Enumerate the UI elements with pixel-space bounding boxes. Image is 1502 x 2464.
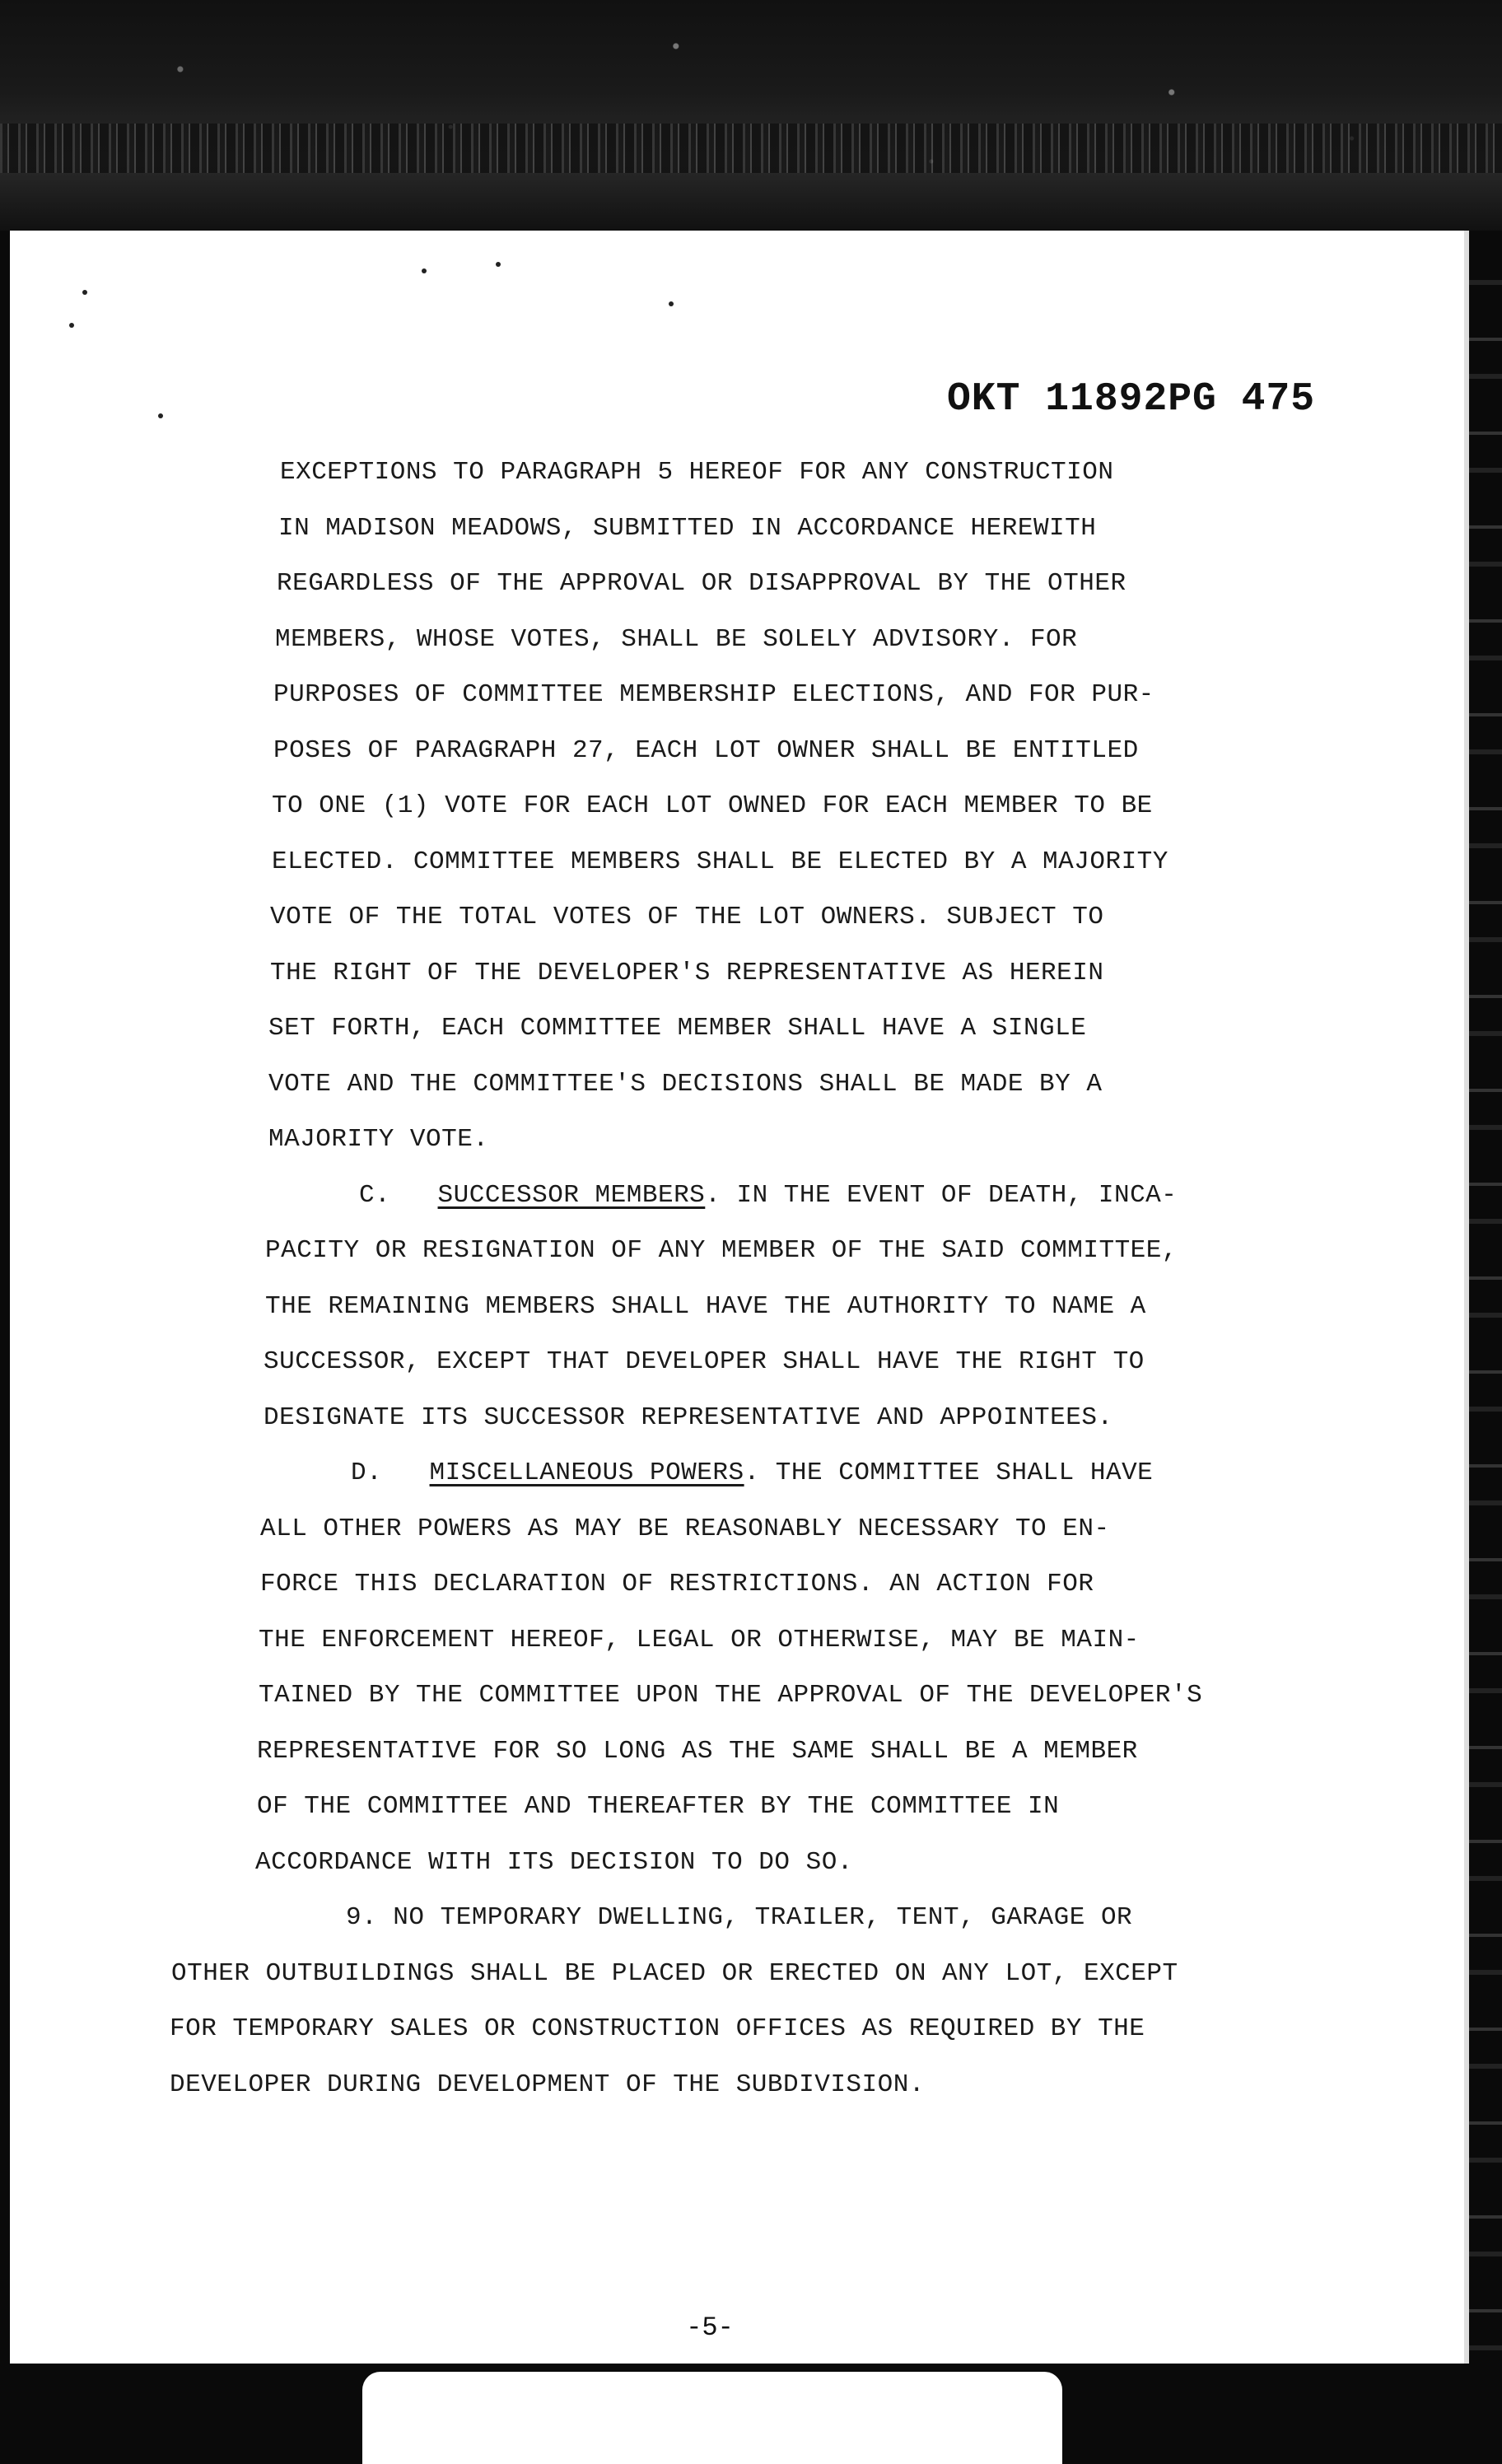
- body-line: FOR TEMPORARY SALES OR CONSTRUCTION OFFICES AS REQUIRED BY THE: [170, 2014, 1145, 2043]
- body-line: MEMBERS, WHOSE VOTES, SHALL BE SOLELY ADVISORY. FOR: [275, 624, 1078, 654]
- scan-speck: [158, 413, 163, 418]
- scan-top-noise: [0, 0, 1502, 231]
- body-line: THE ENFORCEMENT HEREOF, LEGAL OR OTHERWISE, MAY BE MAIN-: [259, 1625, 1140, 1654]
- body-line: DESIGNATE ITS SUCCESSOR REPRESENTATIVE AND APPOINTEES.: [264, 1402, 1113, 1432]
- body-line: ACCORDANCE WITH ITS DECISION TO DO SO.: [255, 1847, 853, 1877]
- body-line: PACITY OR RESIGNATION OF ANY MEMBER OF THE SAID COMMITTEE,: [265, 1236, 1178, 1265]
- body-line: VOTE AND THE COMMITTEE'S DECISIONS SHALL BE MADE BY A: [268, 1069, 1103, 1099]
- body-line: PURPOSES OF COMMITTEE MEMBERSHIP ELECTIONS, AND FOR PUR-: [273, 680, 1154, 709]
- section-d-label: D.: [351, 1458, 383, 1487]
- body-line: MAJORITY VOTE.: [268, 1125, 489, 1154]
- scan-top-band: [0, 124, 1502, 173]
- scan-right-edge: [1469, 247, 1502, 2464]
- document-body: [165, 445, 1318, 2112]
- section-c-heading: SUCCESSOR MEMBERS: [437, 1180, 706, 1210]
- body-line: REGARDLESS OF THE APPROVAL OR DISAPPROVAL BY THE OTHER: [277, 569, 1126, 598]
- paragraph-9-first-line: 9. NO TEMPORARY DWELLING, TRAILER, TENT, GARAGE OR: [346, 1903, 1133, 1932]
- body-line: SET FORTH, EACH COMMITTEE MEMBER SHALL HAVE A SINGLE: [268, 1014, 1087, 1043]
- body-line: ELECTED. COMMITTEE MEMBERS SHALL BE ELECTED BY A MAJORITY: [272, 847, 1168, 876]
- scan-speck: [669, 301, 674, 306]
- section-c-first-line-rest: . IN THE EVENT OF DEATH, INCA-: [705, 1180, 1178, 1210]
- body-line: SUCCESSOR, EXCEPT THAT DEVELOPER SHALL HAVE THE RIGHT TO: [264, 1347, 1145, 1376]
- body-line: POSES OF PARAGRAPH 27, EACH LOT OWNER SHALL BE ENTITLED: [273, 735, 1139, 765]
- section-c-label: C.: [359, 1180, 391, 1210]
- page-number: -5-: [686, 2312, 734, 2343]
- body-line: EXCEPTIONS TO PARAGRAPH 5 HEREOF FOR ANY CONSTRUCTION: [280, 458, 1114, 487]
- body-line: REPRESENTATIVE FOR SO LONG AS THE SAME SHALL BE A MEMBER: [257, 1736, 1138, 1766]
- scan-speck: [422, 268, 427, 273]
- body-line: THE RIGHT OF THE DEVELOPER'S REPRESENTATIVE AS HEREIN: [270, 958, 1104, 987]
- section-d-first-line-rest: . THE COMMITTEE SHALL HAVE: [744, 1458, 1154, 1487]
- body-line: THE REMAINING MEMBERS SHALL HAVE THE AUTHORITY TO NAME A: [265, 1291, 1146, 1321]
- body-line: VOTE OF THE TOTAL VOTES OF THE LOT OWNERS. SUBJECT TO: [270, 903, 1104, 931]
- body-line: FORCE THIS DECLARATION OF RESTRICTIONS. AN ACTION FOR: [260, 1570, 1094, 1598]
- body-line: OTHER OUTBUILDINGS SHALL BE PLACED OR ERECTED ON ANY LOT, EXCEPT: [171, 1958, 1178, 1988]
- body-line: IN MADISON MEADOWS, SUBMITTED IN ACCORDANCE HEREWITH: [278, 513, 1097, 543]
- section-c-heading-line: [165, 1168, 1318, 1224]
- section-d-heading-line: [165, 1445, 1318, 1501]
- section-d-heading: MISCELLANEOUS POWERS: [429, 1458, 744, 1487]
- scan-speck: [82, 290, 87, 295]
- body-line: OF THE COMMITTEE AND THEREAFTER BY THE COMMITTEE IN: [257, 1792, 1060, 1821]
- body-line: TO ONE (1) VOTE FOR EACH LOT OWNED FOR EACH MEMBER TO BE: [272, 791, 1153, 820]
- scan-bottom-label-area: [362, 2372, 1062, 2464]
- body-line: ALL OTHER POWERS AS MAY BE REASONABLY NECESSARY TO EN-: [260, 1514, 1110, 1543]
- body-line: TAINED BY THE COMMITTEE UPON THE APPROVAL OF THE DEVELOPER'S: [259, 1681, 1203, 1710]
- scan-speck: [69, 323, 74, 328]
- scan-speck: [496, 262, 501, 267]
- body-line: DEVELOPER DURING DEVELOPMENT OF THE SUBDIVISION.: [170, 2070, 925, 2099]
- book-page-stamp: OKT 11892PG 475: [947, 377, 1316, 422]
